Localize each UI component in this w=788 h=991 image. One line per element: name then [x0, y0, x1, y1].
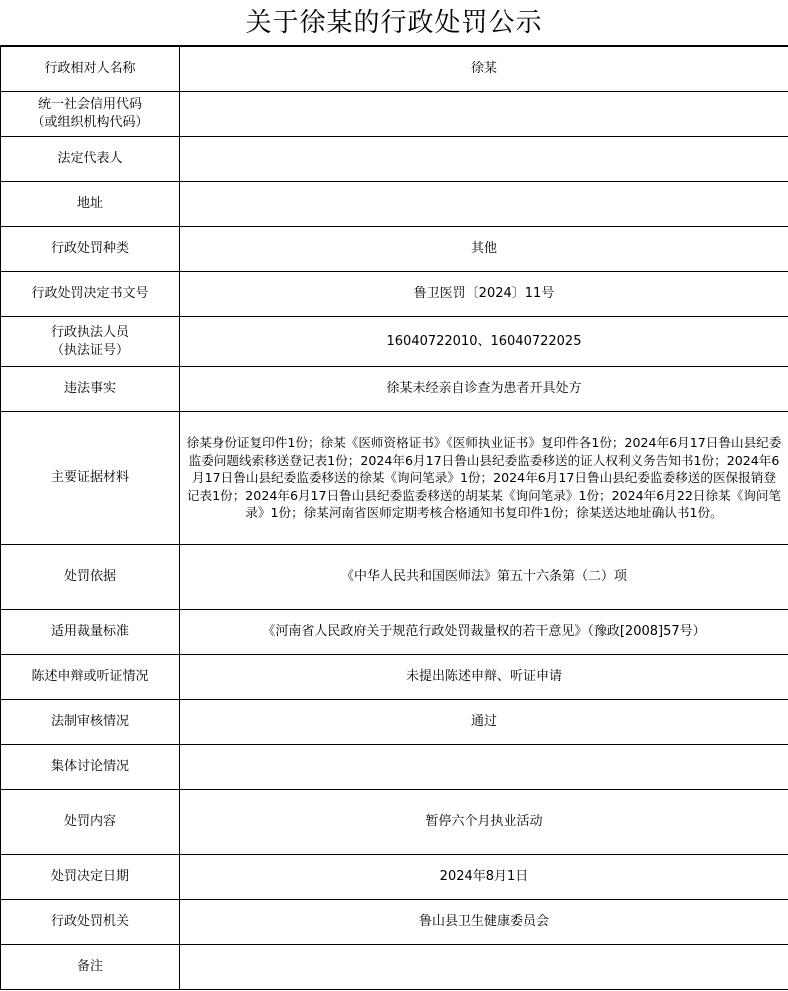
row-value-penalty-type: 其他	[180, 227, 788, 272]
title-row	[0, 0, 788, 46]
row-label-penalty-content: 处罚内容	[1, 790, 180, 855]
row-label-hearing: 陈述申辩或听证情况	[1, 655, 180, 700]
row-value-group-discussion	[180, 745, 788, 790]
table-row	[1, 655, 788, 700]
table-row	[1, 855, 788, 900]
table-row	[1, 900, 788, 945]
row-label-credit-code	[1, 92, 180, 137]
row-value-party-name: 徐某	[180, 47, 788, 92]
row-value-legal-rep	[180, 137, 788, 182]
row-value-address	[180, 182, 788, 227]
row-value-legal-review: 通过	[180, 700, 788, 745]
table-row	[1, 272, 788, 317]
table-row	[1, 47, 788, 92]
document-title: 关于徐某的行政处罚公示	[245, 7, 543, 38]
row-label-credit-code-line-1: 统一社会信用代码	[37, 97, 142, 112]
row-value-hearing: 未提出陈述申辩、听证申请	[180, 655, 788, 700]
table-row	[1, 745, 788, 790]
table-row	[1, 945, 788, 990]
penalty-table	[0, 46, 788, 990]
row-value-remarks	[180, 945, 788, 990]
row-value-credit-code	[180, 92, 788, 137]
row-label-credit-code-line-2: （或组织机构代码）	[31, 115, 149, 130]
row-label-remarks: 备注	[1, 945, 180, 990]
row-label-address: 地址	[1, 182, 180, 227]
row-value-evidence: 徐某身份证复印件1份；徐某《医师资格证书》《医师执业证书》复印件各1份；2024年6月17日鲁山县纪委监委问题线索移送登记表1份；2024年6月17日鲁山县纪委监委移送的证人权利义务告知书1份；2024年6月17日鲁山县纪委监委移送的徐某《询问笔录》1份；2024年6月17日鲁山县纪委监委移送的医保报销登记表1份；2024年6月17日鲁山县纪委监委移送的胡某某《询问笔录》1份；2024年6月22日徐某《询问笔录》1份；徐某河南省医师定期考核合格通知书复印件1份；徐某送达地址确认书1份。	[180, 412, 788, 545]
row-label-authority: 行政处罚机关	[1, 900, 180, 945]
row-value-officers: 16040722010、16040722025	[180, 317, 788, 367]
row-value-penalty-content: 暂停六个月执业活动	[180, 790, 788, 855]
table-row	[1, 317, 788, 367]
row-label-basis: 处罚依据	[1, 545, 180, 610]
row-label-legal-review: 法制审核情况	[1, 700, 180, 745]
table-row	[1, 367, 788, 412]
row-label-party-name: 行政相对人名称	[1, 47, 180, 92]
row-label-officers-line-2: （执法证号）	[50, 342, 129, 358]
row-value-decision-date: 2024年8月1日	[180, 855, 788, 900]
row-label-evidence: 主要证据材料	[1, 412, 180, 545]
row-label-officers	[1, 317, 180, 367]
row-label-discretion: 适用裁量标准	[1, 610, 180, 655]
table-row	[1, 610, 788, 655]
table-row	[1, 545, 788, 610]
row-label-decision-date: 处罚决定日期	[1, 855, 180, 900]
table-row	[1, 92, 788, 137]
table-row	[1, 227, 788, 272]
table-row	[1, 182, 788, 227]
row-value-authority: 鲁山县卫生健康委员会	[180, 900, 788, 945]
row-label-penalty-type: 行政处罚种类	[1, 227, 180, 272]
row-label-violation: 违法事实	[1, 367, 180, 412]
row-value-discretion: 《河南省人民政府关于规范行政处罚裁量权的若干意见》（豫政[2008]57号）	[180, 610, 788, 655]
row-label-decision-no: 行政处罚决定书文号	[1, 272, 180, 317]
row-label-officers-line-1: 行政执法人员	[50, 324, 129, 340]
table-row	[1, 412, 788, 545]
table-row	[1, 790, 788, 855]
table-row	[1, 700, 788, 745]
row-value-decision-no: 鲁卫医罚〔2024〕11号	[180, 272, 788, 317]
row-label-group-discussion: 集体讨论情况	[1, 745, 180, 790]
table-row	[1, 137, 788, 182]
row-label-legal-rep: 法定代表人	[1, 137, 180, 182]
row-value-violation: 徐某未经亲自诊查为患者开具处方	[180, 367, 788, 412]
row-value-basis: 《中华人民共和国医师法》第五十六条第（二）项	[180, 545, 788, 610]
